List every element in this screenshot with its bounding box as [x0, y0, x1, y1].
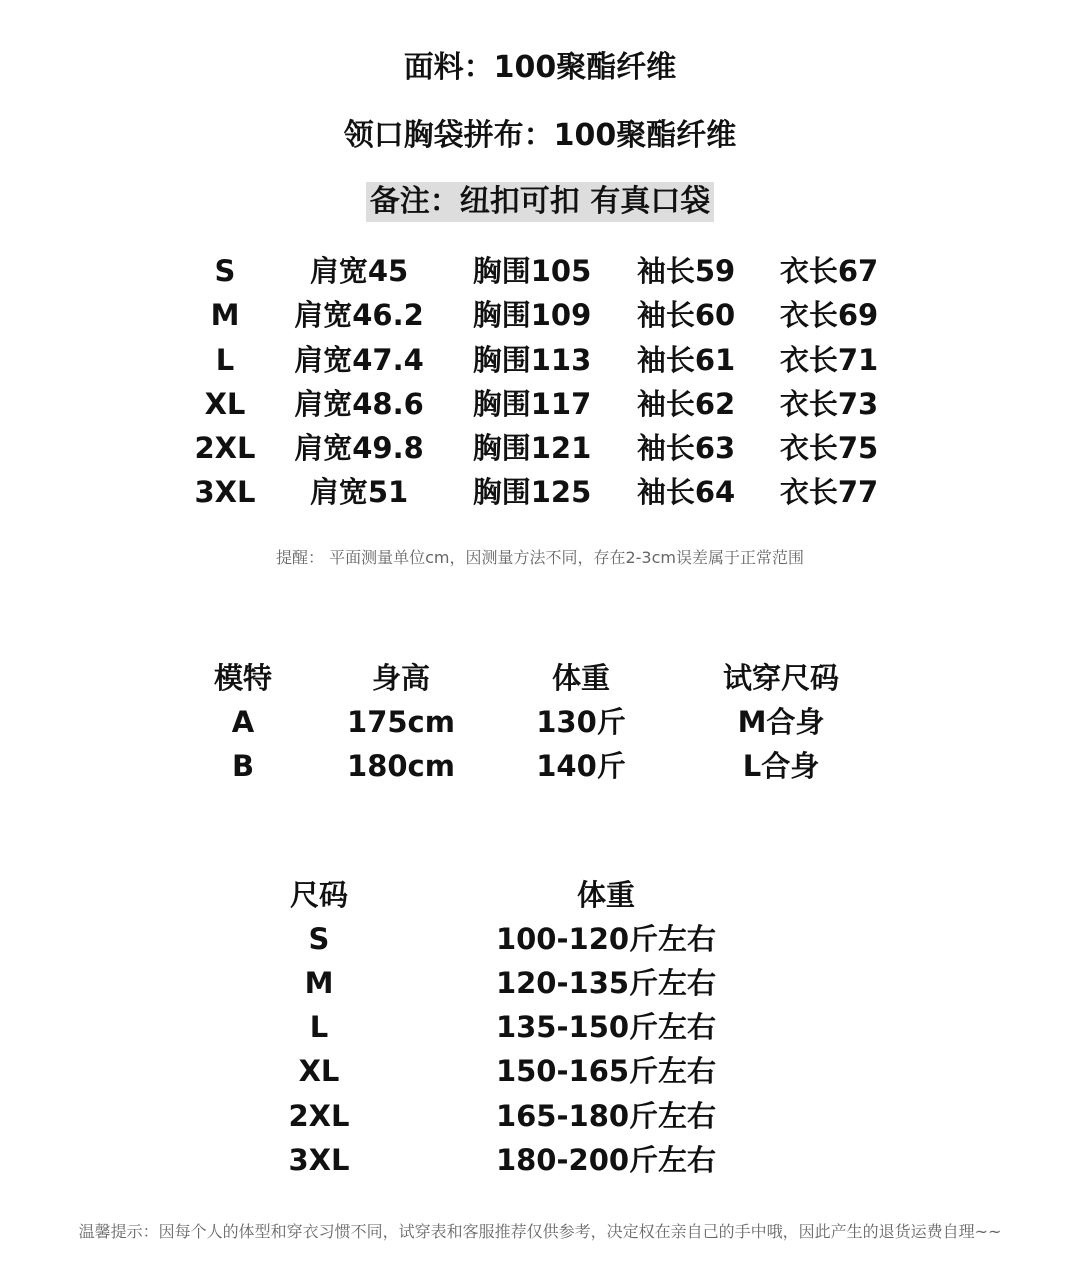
- height-header: 身高: [371, 661, 431, 695]
- fabric-heading: 面料：100聚酯纤维: [403, 50, 677, 85]
- sleeve-cell: 袖长62: [636, 387, 736, 421]
- shoulder-cell: 肩宽49.8: [294, 431, 424, 465]
- length-cell: 衣长67: [779, 254, 879, 288]
- shoulder-cell: 肩宽45: [309, 254, 409, 288]
- note-heading: 备注：纽扣可扣 有真口袋: [366, 182, 714, 222]
- weight-cell: 130斤: [536, 705, 626, 739]
- model-cell: A: [231, 705, 255, 739]
- size-cell: M: [210, 298, 240, 332]
- weight-table-row: [0, 1005, 1080, 1049]
- size-cell: XL: [204, 387, 246, 421]
- model-header-row: [0, 656, 1080, 700]
- height-cell: 180cm: [347, 749, 455, 783]
- sleeve-cell: 袖长61: [636, 343, 736, 377]
- weight-range-cell: 120-135斤左右: [495, 966, 717, 1000]
- weight-table-row: [0, 917, 1080, 961]
- height-cell: 175cm: [347, 705, 455, 739]
- length-cell: 衣长77: [779, 475, 879, 509]
- chest-cell: 胸围113: [472, 343, 592, 377]
- sleeve-cell: 袖长60: [636, 298, 736, 332]
- size-cell: 2XL: [288, 1099, 350, 1133]
- size-cell: L: [309, 1010, 329, 1044]
- length-cell: 衣长71: [779, 343, 879, 377]
- size-row: [0, 293, 1080, 337]
- warm-reminder: 温馨提示：因每个人的体型和穿衣习惯不同，试穿表和客服推荐仅供参考，决定权在亲自己的手中哦，因此产生的退货运费自理~~: [78, 1222, 1002, 1241]
- weight-table-row: [0, 1138, 1080, 1182]
- weight-range-cell: 135-150斤左右: [495, 1010, 717, 1044]
- size-row: [0, 249, 1080, 293]
- note-heading-wrap: [0, 182, 1080, 222]
- size-cell: M: [304, 966, 334, 1000]
- weight-table-row: [0, 1049, 1080, 1093]
- shoulder-cell: 肩宽47.4: [294, 343, 424, 377]
- shoulder-cell: 肩宽48.6: [294, 387, 424, 421]
- size-row: [0, 382, 1080, 426]
- size-row: [0, 338, 1080, 382]
- sleeve-cell: 袖长59: [636, 254, 736, 288]
- size-cell: L: [215, 343, 235, 377]
- weight-table-row: [0, 961, 1080, 1005]
- weight-range-cell: 180-200斤左右: [495, 1143, 717, 1177]
- collar-pocket-heading: 领口胸袋拼布：100聚酯纤维: [343, 118, 737, 153]
- weight-table-row: [0, 1094, 1080, 1138]
- fit-size-cell: L合身: [742, 749, 820, 783]
- size-cell: S: [214, 254, 236, 288]
- size-cell: S: [308, 922, 330, 956]
- measure-reminder: 提醒： 平面测量单位cm，因测量方法不同，存在2-3cm误差属于正常范围: [276, 548, 804, 567]
- fit-size-header: 试穿尺码: [722, 661, 840, 695]
- model-row: [0, 744, 1080, 788]
- model-row: [0, 700, 1080, 744]
- weight-range-cell: 165-180斤左右: [495, 1099, 717, 1133]
- size-cell: 2XL: [194, 431, 256, 465]
- model-cell: B: [231, 749, 255, 783]
- size-header: 尺码: [289, 878, 349, 912]
- size-row: [0, 470, 1080, 514]
- size-row: [0, 426, 1080, 470]
- shoulder-cell: 肩宽51: [309, 475, 409, 509]
- shoulder-cell: 肩宽46.2: [294, 298, 424, 332]
- weight-cell: 140斤: [536, 749, 626, 783]
- fit-size-cell: M合身: [737, 705, 825, 739]
- chest-cell: 胸围109: [472, 298, 592, 332]
- weight-range-header: 体重: [576, 878, 636, 912]
- chest-cell: 胸围117: [472, 387, 592, 421]
- weight-range-cell: 150-165斤左右: [495, 1054, 717, 1088]
- size-cell: 3XL: [288, 1143, 350, 1177]
- chest-cell: 胸围121: [472, 431, 592, 465]
- weight-range-cell: 100-120斤左右: [495, 922, 717, 956]
- size-cell: 3XL: [194, 475, 256, 509]
- model-header: 模特: [213, 661, 273, 695]
- chest-cell: 胸围105: [472, 254, 592, 288]
- weight-table-header-row: [0, 873, 1080, 917]
- length-cell: 衣长75: [779, 431, 879, 465]
- length-cell: 衣长69: [779, 298, 879, 332]
- size-cell: XL: [298, 1054, 340, 1088]
- chest-cell: 胸围125: [472, 475, 592, 509]
- sleeve-cell: 袖长63: [636, 431, 736, 465]
- length-cell: 衣长73: [779, 387, 879, 421]
- weight-header: 体重: [551, 661, 611, 695]
- sleeve-cell: 袖长64: [636, 475, 736, 509]
